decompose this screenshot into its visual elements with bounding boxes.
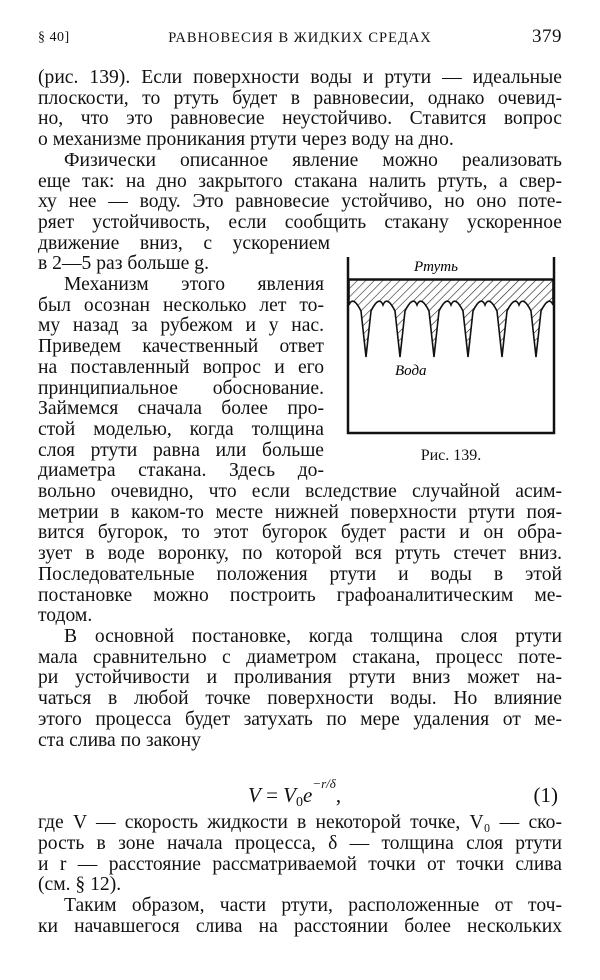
figure-caption: Рис. 139. [420,447,482,464]
formula-e: e [303,783,313,807]
text-line: чаться в любой точке поверхности воды. Но влияние [38,688,562,710]
text-line: о механизме проникания ртути через воду на дно. [38,129,454,151]
section-marker: § 40] [38,30,70,45]
text-line: ста слива по закону [38,729,201,751]
text-line: В основной постановке, когда толщина слоя ртути [64,625,562,647]
text-line: му назад за рубежом и у нас. [38,315,324,337]
text-line: ху нее — воду. Это равновесие устойчиво, но оно поте- [38,191,562,213]
running-title: РАВНОВЕСИЯ В ЖИДКИХ СРЕДАХ [168,30,432,46]
text-line: зует в воде воронку, по которой вся ртуть стечет вниз. [38,543,562,565]
text-line: слоя ртути равна или больше [38,439,324,461]
text-line: ряет устойчивость, если сообщить стакану ускоренное [38,211,562,233]
formula-base: V [283,783,296,807]
text-line: этого процесса будет затухать по мере удаления от ме- [38,708,562,730]
formula-comma: , [335,783,342,807]
text-line: где V — скорость жидкости в некоторой точке, V₀ — ско- [38,812,562,834]
text-line: Последовательные положения ртути и воды в этой [38,563,562,585]
text-line: ки начавшегося слива на расстоянии более нескольких [38,915,562,937]
text-line: метрии в каком-то месте нижней поверхности ртути поя- [38,501,562,523]
paragraph-4 [38,627,562,751]
paragraph-5 [38,813,562,896]
text-line: в 2—5 раз больше g. [38,253,209,275]
glass-diagram [340,255,562,445]
text-line: стой моделью, когда толщина [38,418,324,440]
running-header [38,26,562,48]
formula-lhs: V [248,783,261,807]
equation-number: (1) [533,783,558,807]
text-line: Механизм этого явления [64,274,324,296]
text-line: Приведем качественный ответ [38,336,324,358]
mercury-label: Ртуть [414,259,458,275]
formula-equals: = [260,783,284,807]
paragraph-6 [38,896,562,937]
formula-exponent: −r/δ [312,776,336,791]
text-line: и r — расстояние рассматриваемой точки от точки слива [38,853,562,875]
text-line: движение вниз, с ускорением [38,232,330,254]
text-line: еще так: на дно закрытого стакана налить ртуть, а свер- [38,170,562,192]
mercury-layer [349,280,553,357]
text-line: мала сравнительно с диаметром стакана, процесс поте- [38,646,562,668]
text-line: на поставленный вопрос и его [38,356,324,378]
text-line: ри устойчивости и проливания ртути вниз может на- [38,667,562,689]
text-line: диаметра стакана. Здесь до- [38,460,324,482]
water-label: Вода [395,363,427,379]
text-line: Займемся сначала более про- [38,398,324,420]
equation-expression [248,776,342,811]
text-line: (см. § 12). [38,874,122,896]
text-line: вольно очевидно, что если вследствие случайной асим- [38,481,562,503]
equation-1 [38,775,562,815]
text-line: тодом. [38,605,93,627]
figure-139 [340,255,562,475]
text-line: плоскости, то ртуть будет в равновесии, однако очевид- [38,87,562,109]
text-line: но, что это равновесие неустойчиво. Ставится вопрос [38,108,562,130]
text-line: рость в зоне начала процесса, δ — толщина слоя ртути [38,832,562,854]
mercury-funnels [349,280,553,357]
text-line: (рис. 139). Если поверхности воды и ртути — идеальные [38,67,562,88]
text-line: постановке можно построить графоаналитическим ме- [38,584,562,606]
text-line: Таким образом, части ртути, расположенные от точ- [64,895,562,917]
formula-subscript: 0 [296,795,303,810]
text-line: был осознан несколько лет то- [38,294,324,316]
text-line: вится бугорок, то этот бугорок будет расти и он обра- [38,522,562,544]
text-line: Физически описанное явление можно реализовать [64,149,562,171]
paragraph-1 [38,68,562,151]
page-number: 379 [532,26,562,47]
text-line: принципиальное обоснование. [38,377,324,399]
